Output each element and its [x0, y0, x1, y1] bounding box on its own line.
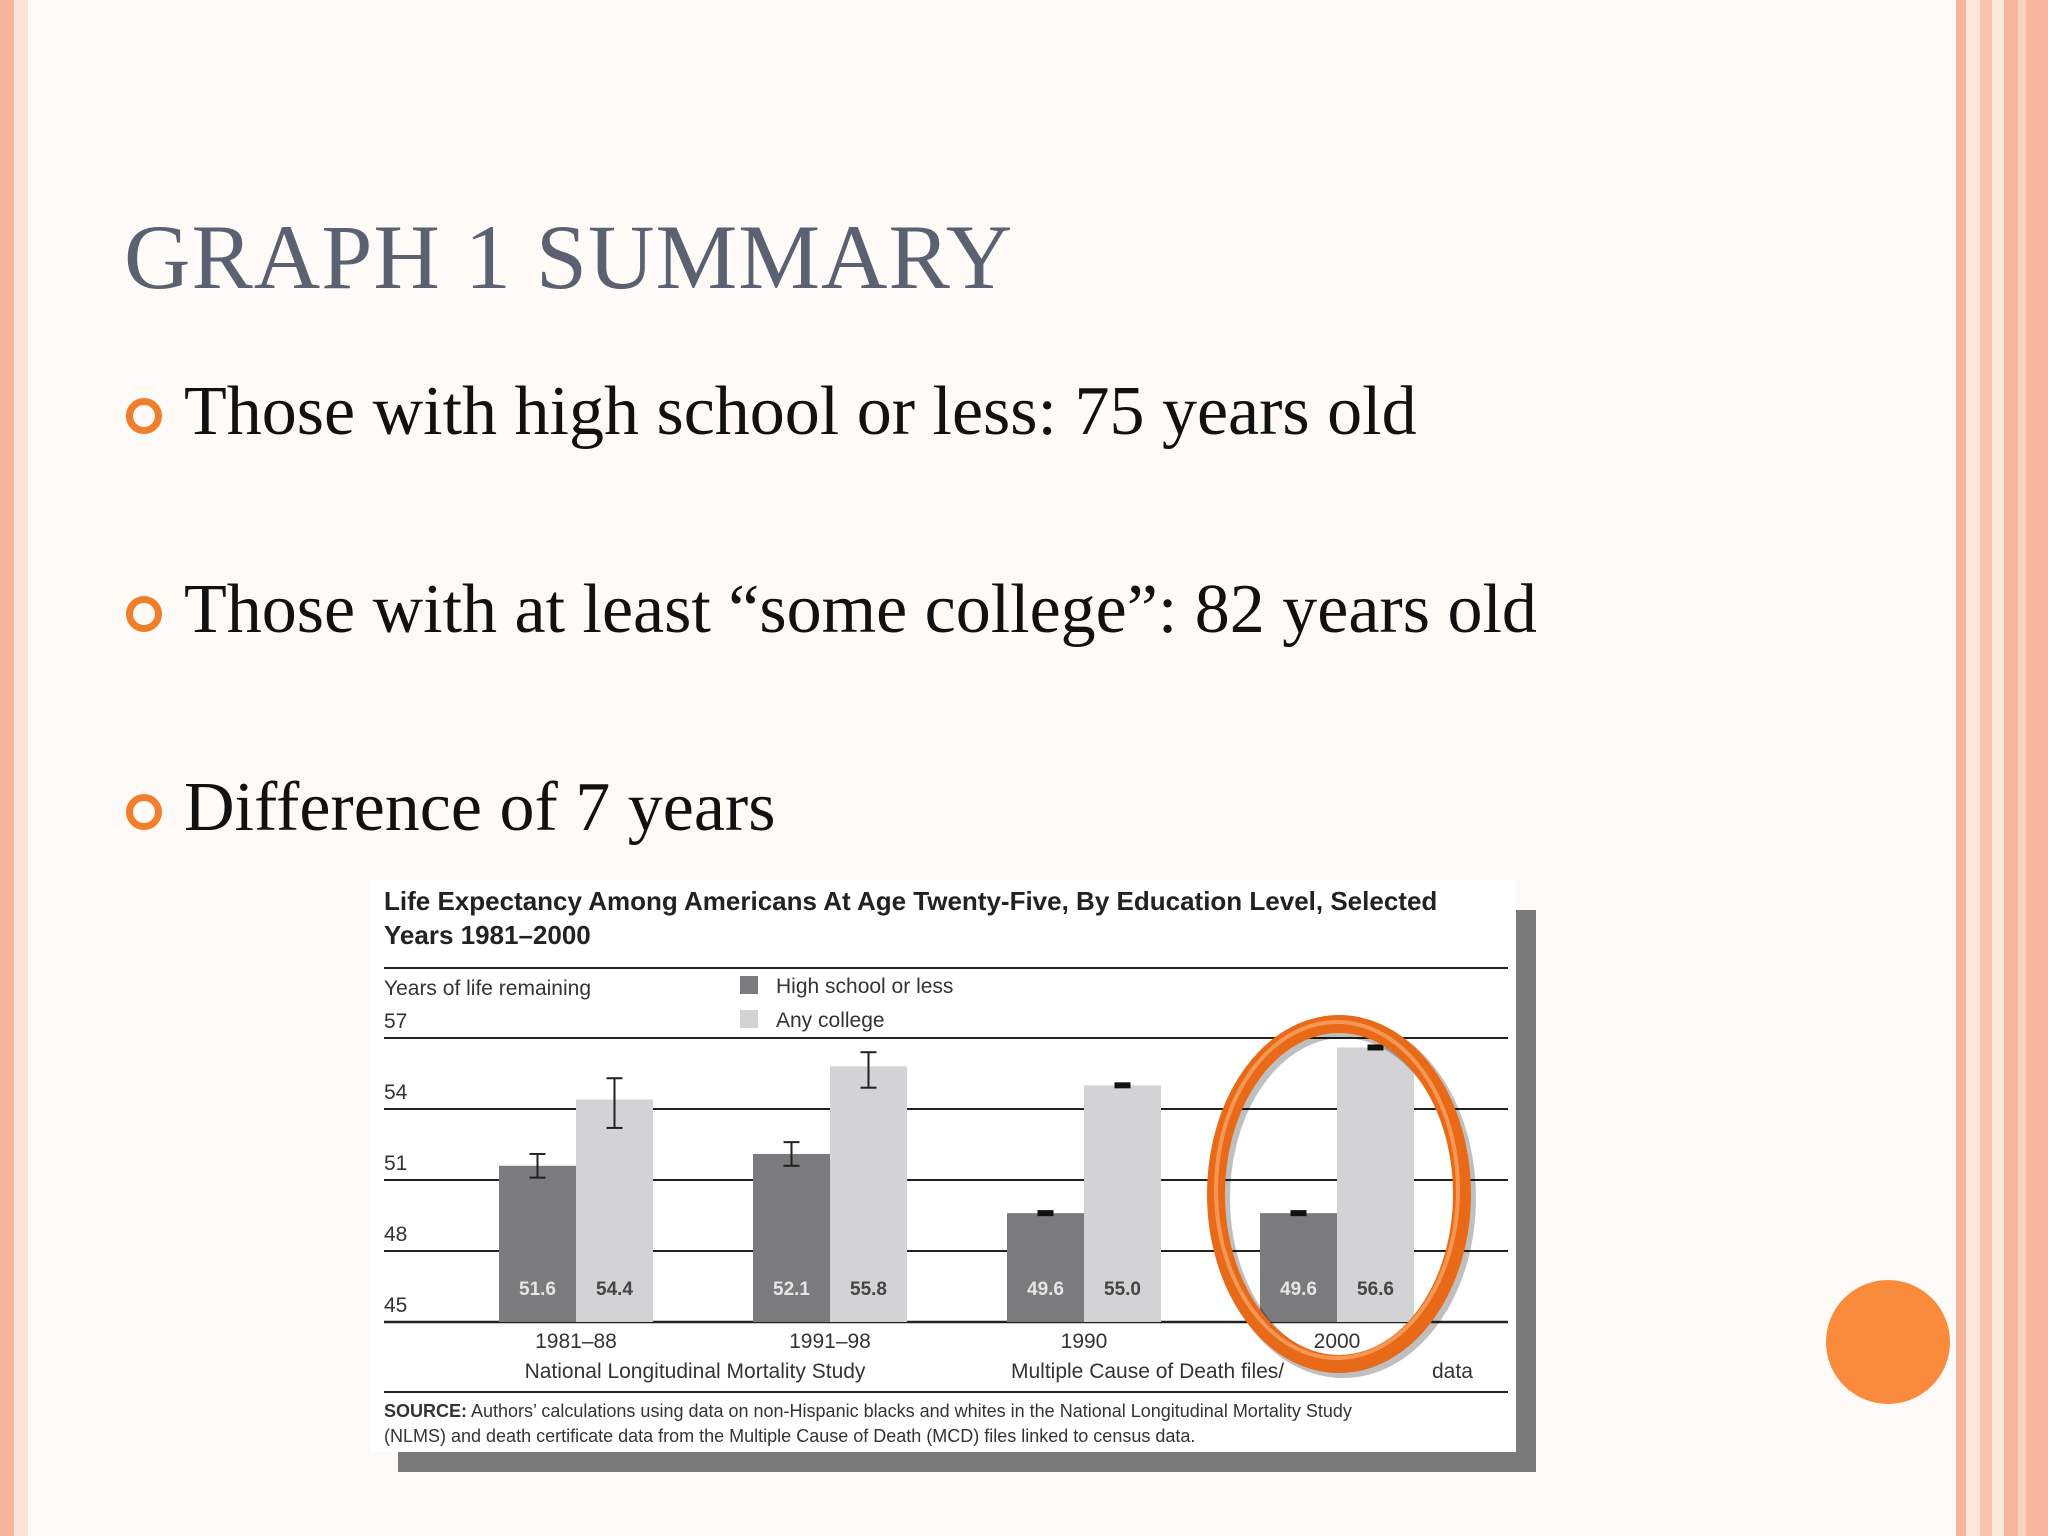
bullet-item [124, 570, 1924, 660]
error-marker [1038, 1210, 1054, 1216]
decorative-orange-circle [1826, 1280, 1950, 1404]
slide-frame-right-stripe [2018, 0, 2026, 1536]
legend-label-high-school: High school or less [776, 975, 954, 998]
slide-frame-right-stripe [1992, 0, 2004, 1536]
y-tick-label: 48 [384, 1223, 408, 1246]
chart-source-line2: (NLMS) and death certificate data from the Multiple Cause of Death (MCD) files linked to census data. [384, 1426, 1196, 1446]
error-marker [1291, 1210, 1307, 1216]
slide-frame-left-inner [14, 0, 28, 1536]
bullet-text: Those with high school or less: 75 years old [184, 373, 1417, 450]
chart-title-line2: Years 1981–2000 [384, 920, 591, 950]
source-bold-label: SOURCE: [384, 1401, 468, 1421]
source-group-label-mcd-tail: data [1432, 1360, 1473, 1383]
bar-value-label: 56.6 [1357, 1279, 1394, 1300]
slide-frame-left [0, 0, 14, 1536]
y-axis-label: Years of life remaining [384, 977, 592, 1000]
source-group-label-mcd: Multiple Cause of Death files/ [1011, 1360, 1285, 1383]
x-tick-label: 1981–88 [535, 1330, 617, 1353]
slide-frame-right-stripe [1980, 0, 1992, 1536]
slide-frame-right [1956, 0, 1966, 1536]
bar-value-label: 49.6 [1027, 1279, 1064, 1300]
source-text: Authors’ calculations using data on non-Hispanic blacks and whites in the National Longitudinal Mortality Study [471, 1401, 1352, 1421]
bullet-item [124, 768, 1924, 858]
y-tick-label: 51 [384, 1152, 408, 1175]
y-tick-label: 54 [384, 1081, 408, 1104]
bullet-ring-icon [126, 596, 162, 632]
bar-value-label: 54.4 [596, 1279, 633, 1300]
chart-bars [499, 1047, 1414, 1322]
chart-source-line1 [384, 1401, 1352, 1421]
x-tick-label: 1990 [1060, 1330, 1108, 1353]
error-marker [1115, 1082, 1131, 1088]
legend-label-any-college: Any college [776, 1009, 885, 1032]
chart-title-line1: Life Expectancy Among Americans At Age Twenty-Five, By Education Level, Selected [384, 886, 1438, 916]
x-tick-label: 2000 [1313, 1330, 1361, 1353]
x-tick-label: 1991–98 [789, 1330, 871, 1353]
bar-value-label: 51.6 [519, 1279, 556, 1300]
bullet-ring-icon [126, 398, 162, 434]
bullet-text: Difference of 7 years [184, 769, 776, 846]
y-tick-label: 57 [384, 1010, 408, 1033]
slide-title: GRAPH 1 SUMMARY [124, 206, 1014, 308]
bar-value-label: 52.1 [773, 1279, 810, 1300]
source-group-label-nlms: National Longitudinal Mortality Study [524, 1360, 866, 1383]
slide-frame-right-stripe [2004, 0, 2048, 1536]
bar-value-label: 55.0 [1104, 1279, 1141, 1300]
bar-value-label: 49.6 [1280, 1279, 1317, 1300]
chart-x-labels [535, 1330, 1360, 1353]
y-tick-label: 45 [384, 1294, 408, 1317]
legend-swatch-high-school [740, 976, 758, 994]
life-expectancy-chart [370, 880, 1516, 1452]
bullet-ring-icon [126, 794, 162, 830]
bullet-item [124, 372, 1924, 462]
bar [1260, 1213, 1337, 1322]
slide-frame-right-stripe [1966, 0, 1980, 1536]
bar-value-label: 55.8 [850, 1279, 887, 1300]
bar [1007, 1213, 1084, 1322]
bullet-text: Those with at least “some college”: 82 years old [184, 571, 1537, 648]
legend-swatch-any-college [740, 1010, 758, 1028]
